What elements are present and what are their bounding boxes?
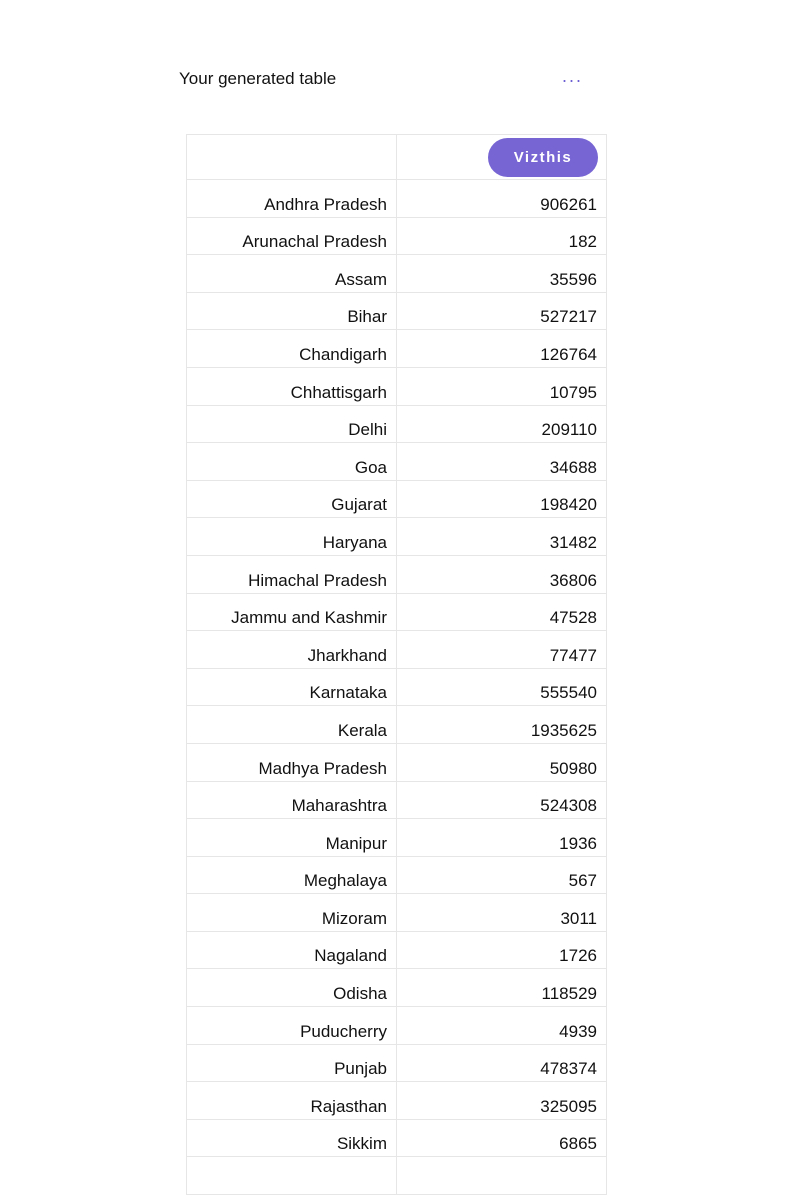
value-cell: 31482 [397, 518, 607, 556]
value-cell: 524308 [397, 781, 607, 819]
state-cell: Himachal Pradesh [187, 555, 397, 593]
table-header-row [187, 135, 607, 180]
table-row [187, 668, 607, 706]
more-options-icon[interactable]: ··· [561, 70, 583, 90]
state-cell: Gujarat [187, 480, 397, 518]
table-row [187, 217, 607, 255]
table-row [187, 856, 607, 894]
data-table [186, 134, 607, 1195]
state-cell: Chandigarh [187, 330, 397, 368]
value-cell: 1726 [397, 931, 607, 969]
value-cell: 10795 [397, 367, 607, 405]
state-cell: Chhattisgarh [187, 367, 397, 405]
value-cell: 50980 [397, 743, 607, 781]
value-cell: 1935625 [397, 706, 607, 744]
table-row [187, 255, 607, 293]
state-cell: Maharashtra [187, 781, 397, 819]
value-cell: 6865 [397, 1119, 607, 1157]
table-row [187, 367, 607, 405]
state-cell: Assam [187, 255, 397, 293]
table-row [187, 706, 607, 744]
value-cell: 555540 [397, 668, 607, 706]
value-cell: 36806 [397, 555, 607, 593]
value-cell: 567 [397, 856, 607, 894]
state-cell: Rajasthan [187, 1082, 397, 1120]
table-row [187, 405, 607, 443]
table-row [187, 1044, 607, 1082]
table-row [187, 894, 607, 932]
value-cell: 527217 [397, 292, 607, 330]
value-cell: 478374 [397, 1044, 607, 1082]
value-cell: 35596 [397, 255, 607, 293]
value-cell: 1936 [397, 819, 607, 857]
table-row [187, 292, 607, 330]
state-cell: Madhya Pradesh [187, 743, 397, 781]
state-cell: Jharkhand [187, 631, 397, 669]
value-cell: 3011 [397, 894, 607, 932]
value-cell: 77477 [397, 631, 607, 669]
state-cell: Haryana [187, 518, 397, 556]
state-cell [187, 1157, 397, 1195]
table-row [187, 931, 607, 969]
table-row [187, 555, 607, 593]
value-cell: 4939 [397, 1007, 607, 1045]
state-cell: Nagaland [187, 931, 397, 969]
generated-table [186, 134, 606, 1195]
table-row [187, 1007, 607, 1045]
table-row [187, 593, 607, 631]
header-cell-empty [187, 135, 397, 180]
table-row [187, 1157, 607, 1195]
table-body [187, 135, 607, 1195]
table-row [187, 480, 607, 518]
value-cell: 325095 [397, 1082, 607, 1120]
state-cell: Jammu and Kashmir [187, 593, 397, 631]
state-cell: Mizoram [187, 894, 397, 932]
value-cell: 209110 [397, 405, 607, 443]
value-cell [397, 1157, 607, 1195]
state-cell: Andhra Pradesh [187, 180, 397, 218]
value-cell: 182 [397, 217, 607, 255]
value-cell: 34688 [397, 443, 607, 481]
table-row [187, 819, 607, 857]
state-cell: Sikkim [187, 1119, 397, 1157]
table-row [187, 1082, 607, 1120]
table-row [187, 743, 607, 781]
table-row [187, 330, 607, 368]
value-cell: 906261 [397, 180, 607, 218]
value-cell: 198420 [397, 480, 607, 518]
state-cell: Meghalaya [187, 856, 397, 894]
state-cell: Delhi [187, 405, 397, 443]
value-cell: 126764 [397, 330, 607, 368]
state-cell: Bihar [187, 292, 397, 330]
state-cell: Manipur [187, 819, 397, 857]
table-row [187, 781, 607, 819]
state-cell: Kerala [187, 706, 397, 744]
table-row [187, 1119, 607, 1157]
state-cell: Punjab [187, 1044, 397, 1082]
page-title: Your generated table [179, 69, 337, 88]
state-cell: Arunachal Pradesh [187, 217, 397, 255]
state-cell: Goa [187, 443, 397, 481]
table-row [187, 969, 607, 1007]
vizthis-button[interactable]: Vizthis [488, 138, 598, 177]
value-cell: 47528 [397, 593, 607, 631]
value-cell: 118529 [397, 969, 607, 1007]
table-row [187, 518, 607, 556]
header-cell-action [397, 135, 607, 180]
table-row [187, 180, 607, 218]
state-cell: Odisha [187, 969, 397, 1007]
table-row [187, 631, 607, 669]
table-row [187, 443, 607, 481]
state-cell: Puducherry [187, 1007, 397, 1045]
state-cell: Karnataka [187, 668, 397, 706]
